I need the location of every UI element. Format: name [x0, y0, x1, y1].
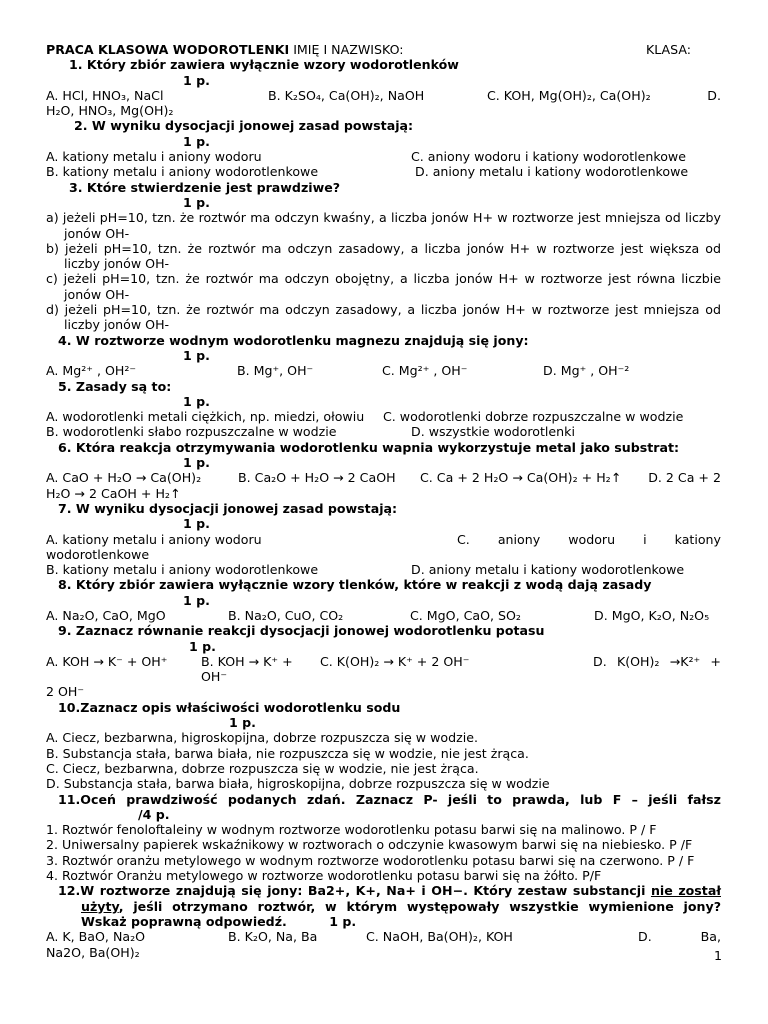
q1-option-a: A. HCl, HNO₃, NaCl	[46, 87, 164, 103]
q7-option-d: D. aniony metalu i kationy wodorotlenkowe	[411, 562, 685, 578]
q2-option-b: B. kationy metalu i aniony wodorotlenkowe	[46, 164, 319, 180]
q1-option-c: C. KOH, Mg(OH)₂, Ca(OH)₂	[487, 87, 651, 103]
q7-option-a: A. kationy metalu i aniony wodoru	[46, 531, 262, 547]
q8-option-c: C. MgO, CaO, SO₂	[410, 607, 521, 623]
q6-points: 1 p.	[183, 455, 210, 471]
q6-option-d-cont: H₂O → 2 CaOH + H₂↑	[46, 485, 181, 501]
q10-option-d: D. Substancja stała, barwa biała, higroskopijna, dobrze rozpuszcza się w wodzie	[46, 776, 550, 792]
q5-option-d: D. wszystkie wodorotlenki	[411, 424, 575, 440]
q4-option-b: B. Mg⁺, OH⁻	[237, 363, 314, 379]
q11-text: 11.Oceń prawdziwość podanych zdań. Zaznacz P- jeśli to prawda, lub F – jeśli fałsz	[58, 791, 721, 807]
q6-option-c: C. Ca + 2 H₂O → Ca(OH)₂ + H₂↑	[420, 470, 622, 486]
q11-points: /4 p.	[138, 806, 170, 822]
q6-option-b: B. Ca₂O + H₂O → 2 CaOH	[238, 470, 396, 486]
q3-option-c: c) jeżeli pH=10, tzn. że roztwór ma odczyn obojętny, a liczba jonów H+ w roztworze jest równa liczbie jonów OH-	[46, 271, 721, 302]
q7-option-c-cont: wodorotlenkowe	[46, 546, 150, 562]
q9-option-c: C. K(OH)₂ → K⁺ + 2 OH⁻	[320, 653, 470, 669]
q9-text: 9. Zaznacz równanie reakcji dysocjacji jonowej wodorotlenku potasu	[58, 623, 545, 639]
q8-option-d: D. MgO, K₂O, N₂O₅	[594, 607, 710, 623]
q10-text: 10.Zaznacz opis właściwości wodorotlenku sodu	[58, 699, 401, 715]
q5-option-b: B. wodorotlenki słabo rozpuszczalne w wodzie	[46, 424, 337, 440]
q8-text: 8. Który zbiór zawiera wyłącznie wzory tlenków, które w reakcji z wodą dają zasady	[58, 577, 652, 593]
q4-option-c: C. Mg²⁺ , OH⁻	[382, 363, 468, 379]
q12-underlined: nie został użyty	[81, 883, 721, 914]
q1-option-b: B. K₂SO₄, Ca(OH)₂, NaOH	[268, 87, 425, 103]
q3-option-d: d) jeżeli pH=10, tzn. że roztwór ma odczyn zasadowy, a liczba jonów H+ w roztworze jest mniejsza od liczby jonów OH-	[46, 302, 721, 333]
q3-option-a: a) jeżeli pH=10, tzn. że roztwór ma odczyn kwaśny, a liczba jonów H+ w roztworze jest mniejsza od liczby jonów OH-	[46, 210, 721, 241]
q9-option-d-cont: 2 OH⁻	[46, 684, 85, 700]
q12-option-d-cont: Na2O, Ba(OH)₂	[46, 944, 140, 960]
q4-points: 1 p.	[183, 347, 210, 363]
name-label: IMIĘ I NAZWISKO:	[293, 42, 404, 57]
q12-points: 1 p.	[329, 913, 357, 929]
q5-option-c: C. wodorotlenki dobrze rozpuszczalne w wodzie	[383, 409, 684, 425]
q6-text: 6. Która reakcja otrzymywania wodorotlenku wapnia wykorzystuje metal jako substrat:	[58, 439, 680, 455]
q6-option-a: A. CaO + H₂O → Ca(OH)₂	[46, 470, 202, 486]
q5-points: 1 p.	[183, 393, 210, 409]
worksheet	[46, 42, 721, 960]
q3-option-b: b) jeżeli pH=10, tzn. że roztwór ma odczyn zasadowy, a liczba jonów H+ w roztworze jest większa od liczby jonów OH-	[46, 240, 721, 272]
q7-option-b: B. kationy metalu i aniony wodorotlenkowe	[46, 562, 319, 578]
q8-option-a: A. Na₂O, CaO, MgO	[46, 607, 166, 623]
q2-option-a: A. kationy metalu i aniony wodoru	[46, 149, 262, 165]
q9-option-d: D. K(OH)₂ →K²⁺ +	[593, 653, 721, 669]
q4-option-a: A. Mg²⁺ , OH²⁻	[46, 363, 137, 379]
q1-option-d: D.	[707, 87, 721, 103]
q5-text: 5. Zasady są to:	[58, 378, 172, 394]
q12-option-b: B. K₂O, Na, Ba	[228, 929, 318, 945]
q12-option-a: A. K, BaO, Na₂O	[46, 929, 146, 945]
q1-option-d-cont: H₂O, HNO₃, Mg(OH)₂	[46, 103, 174, 119]
q9-option-a: A. KOH → K⁻ + OH⁺	[46, 653, 168, 669]
q8-points: 1 p.	[183, 592, 210, 608]
q7-option-c: C. aniony wodoru i kationy	[457, 531, 721, 547]
q2-option-d: D. aniony metalu i kationy wodorotlenkowe	[415, 164, 689, 180]
q3-text: 3. Które stwierdzenie jest prawdziwe?	[69, 179, 341, 195]
header	[46, 42, 721, 57]
q9-points: 1 p.	[189, 638, 216, 654]
q7-points: 1 p.	[183, 516, 210, 532]
q12-option-c: C. NaOH, Ba(OH)₂, KOH	[366, 929, 513, 945]
q2-option-c: C. aniony wodoru i kationy wodorotlenkowe	[411, 149, 686, 165]
class-label: KLASA:	[645, 42, 691, 57]
q10-option-a: A. Ciecz, bezbarwna, higroskopijna, dobrze rozpuszcza się w wodzie.	[46, 730, 478, 746]
q4-text: 4. W roztworze wodnym wodorotlenku magnezu znajdują się jony:	[58, 332, 529, 348]
q11-statement-3: 3. Roztwór oranżu metylowego w wodnym roztworze wodorotlenku potasu barwi się na czerwono. P / F	[46, 852, 695, 868]
q6-option-d: D. 2 Ca + 2	[648, 470, 721, 486]
q5-option-a: A. wodorotlenki metali ciężkich, np. miedzi, ołowiu	[46, 409, 365, 425]
q7-text: 7. W wyniku dysocjacji jonowej zasad powstają:	[58, 500, 398, 516]
q10-option-c: C. Ciecz, bezbarwna, dobrze rozpuszcza się w wodzie, nie jest żrąca.	[46, 760, 479, 776]
q11-statement-2: 2. Uniwersalny papierek wskaźnikowy w roztworach o odczynie kwasowym barwi się na niebiesko. P /F	[46, 837, 693, 853]
q10-points: 1 p.	[229, 715, 256, 731]
q2-points: 1 p.	[183, 133, 210, 149]
q9-option-b: B. KOH → K⁺ + OH⁻	[201, 653, 293, 685]
q12-option-d: D. Ba,	[638, 929, 721, 945]
page-number: 1	[713, 948, 722, 963]
q12-text: 12.W roztworze znajdują się jony: Ba2+, K+, Na+ i OH−. Który zestaw substancji nie został użyty, jeśli otrzymano roztwór, w którym występowały wszystkie wymienione jony? Wskaż poprawną odpowiedź. 1 p.	[58, 883, 721, 929]
q8-option-b: B. Na₂O, CuO, CO₂	[228, 607, 344, 623]
q10-option-b: B. Substancja stała, barwa biała, nie rozpuszcza się w wodzie, nie jest żrąca.	[46, 745, 529, 761]
q4-option-d: D. Mg⁺ , OH⁻²	[543, 363, 630, 379]
q1-points: 1 p.	[183, 72, 210, 88]
title: PRACA KLASOWA WODOROTLENKI	[46, 42, 290, 57]
q11-statement-1: 1. Roztwór fenoloftaleiny w wodnym roztworze wodorotlenku potasu barwi się na malinowo. P / F	[46, 822, 657, 838]
q1-text: 1. Który zbiór zawiera wyłącznie wzory wodorotlenków	[69, 57, 459, 73]
q11-statement-4: 4. Roztwór Oranżu metylowego w roztworze wodorotlenku potasu barwi się na żółto. P/F	[46, 868, 602, 884]
q3-points: 1 p.	[183, 194, 210, 210]
q1-options	[46, 88, 721, 103]
q2-text: 2. W wyniku dysocjacji jonowej zasad powstają:	[74, 118, 414, 134]
